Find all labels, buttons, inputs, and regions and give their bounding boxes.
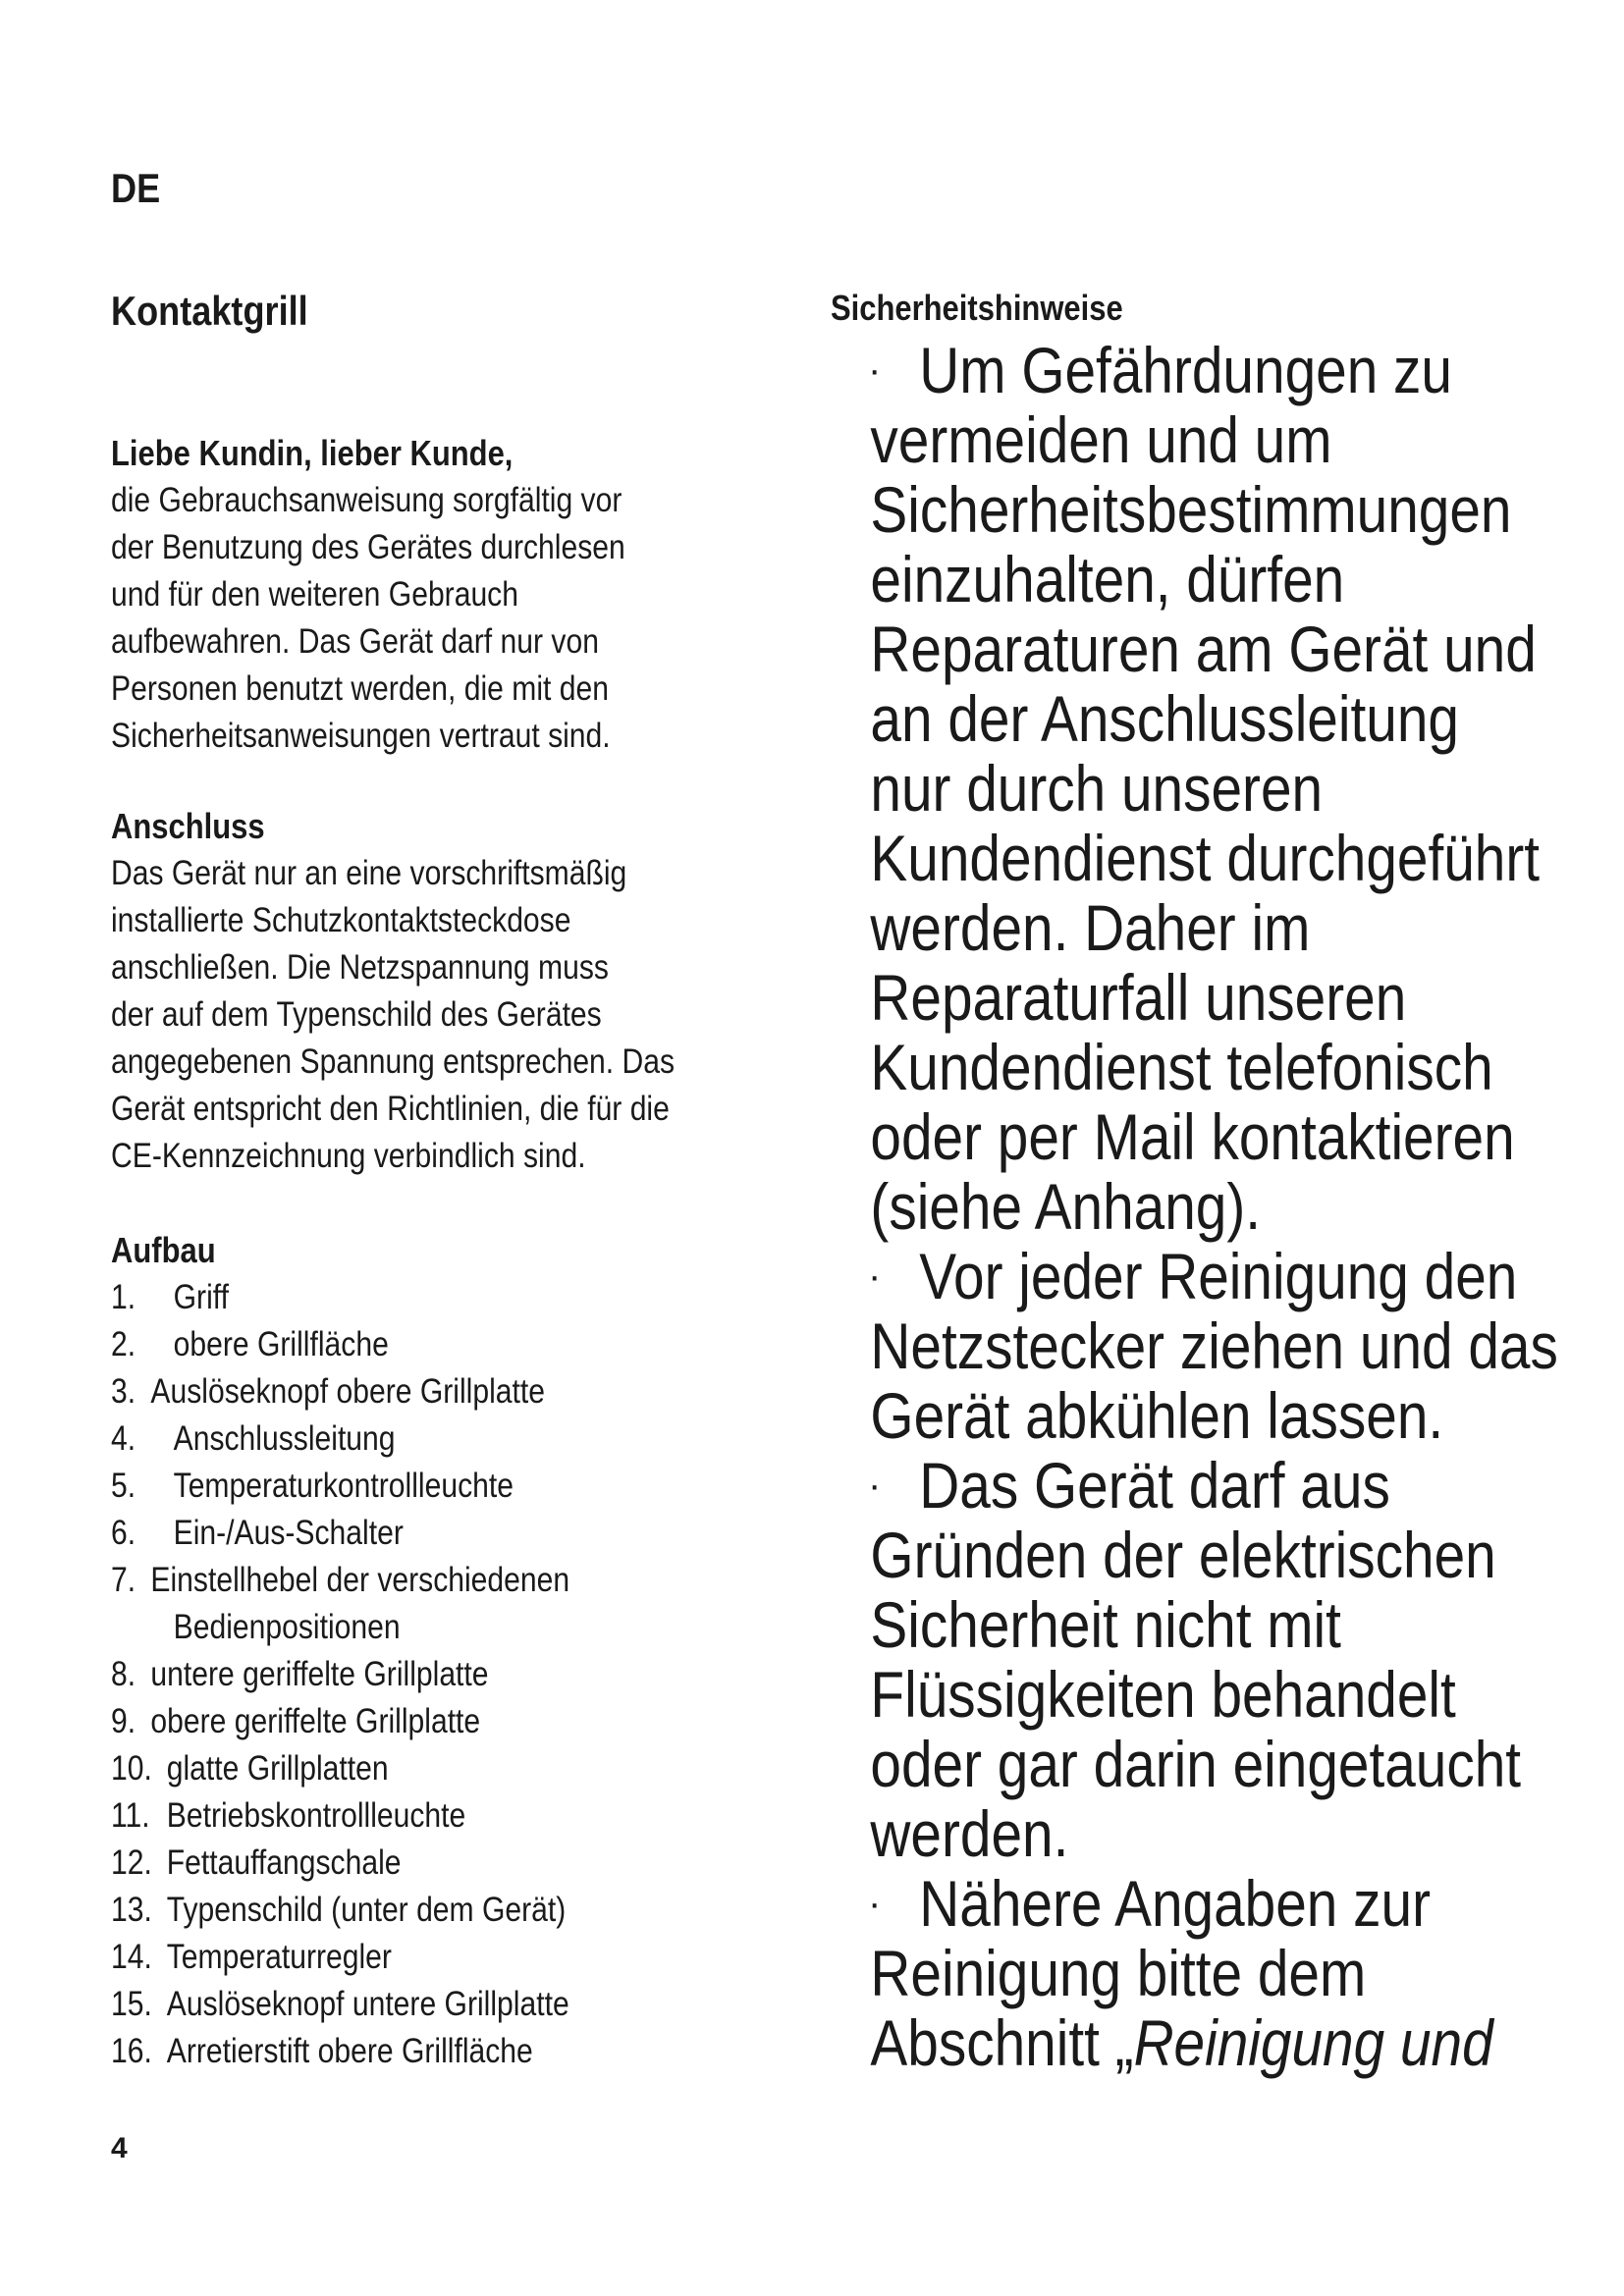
bullet-text: Abschnitt „ xyxy=(870,2006,1134,2079)
bullet-line: werden. xyxy=(870,1797,1069,1870)
language-code: DE xyxy=(111,165,161,211)
item-number: 11. xyxy=(111,1796,150,1835)
parts-list xyxy=(111,1274,798,2075)
bullet-line: Gründen der elektrischen xyxy=(870,1519,1496,1591)
item-number: 2. xyxy=(111,1325,136,1363)
list-item xyxy=(111,1321,702,1368)
intro-heading: Liebe Kundin, lieber Kunde, xyxy=(111,433,514,473)
item-text: Temperaturregler xyxy=(166,1938,392,1976)
list-item xyxy=(111,1415,702,1463)
item-text: Griff xyxy=(173,1278,229,1316)
item-number: 4. xyxy=(111,1419,136,1458)
intro-text xyxy=(111,477,798,760)
item-number: 6. xyxy=(111,1514,136,1552)
page-title: Kontaktgrill xyxy=(111,288,308,334)
list-item xyxy=(111,1510,702,1557)
text-line: anschließen. Die Netzspannung muss xyxy=(111,948,609,987)
list-item xyxy=(111,1274,702,1321)
text-line: und für den weiteren Gebrauch xyxy=(111,575,518,614)
bullet-icon: · xyxy=(868,1464,882,1507)
list-item xyxy=(111,1792,702,1840)
list-item xyxy=(111,1651,702,1698)
aufbau-section xyxy=(111,1227,798,2075)
item-text: Arretierstift obere Grillfläche xyxy=(166,2032,533,2070)
anschluss-section xyxy=(111,803,798,1180)
bullet-line: oder gar darin eingetaucht xyxy=(870,1728,1522,1800)
item-number: 12. xyxy=(111,1843,152,1882)
item-number: 10. xyxy=(111,1749,152,1788)
safety-section xyxy=(831,285,1577,2078)
safety-list xyxy=(831,336,1577,2078)
list-item xyxy=(111,1934,702,1981)
bullet-icon: · xyxy=(868,348,882,392)
bullet-line: vermeiden und um xyxy=(870,403,1332,476)
anschluss-heading: Anschluss xyxy=(111,806,265,846)
text-line: die Gebrauchsanweisung sorgfältig vor xyxy=(111,481,623,519)
list-item xyxy=(111,1557,702,1604)
text-line: installierte Schutzkontaktsteckdose xyxy=(111,901,571,939)
text-line: aufbewahren. Das Gerät darf nur von xyxy=(111,622,599,661)
item-text: untere geriffelte Grillplatte xyxy=(150,1655,489,1693)
bullet-italic-text: Reinigung und xyxy=(1133,2006,1493,2079)
intro-section xyxy=(111,430,798,760)
item-text: Typenschild (unter dem Gerät) xyxy=(166,1891,567,1929)
item-number xyxy=(111,1604,174,1651)
item-number: 1. xyxy=(111,1278,136,1316)
item-text: obere Grillfläche xyxy=(173,1325,389,1363)
list-item xyxy=(111,1981,702,2028)
text-line: Gerät entspricht den Richtlinien, die für die xyxy=(111,1090,670,1128)
list-item xyxy=(111,1463,702,1510)
bullet-line: nur durch unseren xyxy=(870,752,1324,825)
item-text: Einstellhebel der verschiedenen xyxy=(150,1561,570,1599)
safety-bullet xyxy=(831,336,1577,1242)
bullet-line: Reparaturfall unseren xyxy=(870,961,1407,1034)
text-line: angegebenen Spannung entsprechen. Das xyxy=(111,1042,676,1081)
text-line: Das Gerät nur an eine vorschriftsmäßig xyxy=(111,854,627,892)
safety-bullet xyxy=(831,1869,1577,2078)
safety-bullet xyxy=(831,1242,1577,1451)
item-number: 16. xyxy=(111,2032,152,2070)
list-item xyxy=(111,1368,702,1415)
item-text: glatte Grillplatten xyxy=(166,1749,389,1788)
bullet-line: Reinigung bitte dem xyxy=(870,1937,1367,2009)
item-text: Ein-/Aus-Schalter xyxy=(173,1514,404,1552)
aufbau-heading: Aufbau xyxy=(111,1230,216,1270)
item-text: Temperaturkontrollleuchte xyxy=(173,1467,514,1505)
item-number: 5. xyxy=(111,1467,136,1505)
item-text: Auslöseknopf obere Grillplatte xyxy=(150,1372,545,1411)
list-item xyxy=(111,1745,702,1792)
item-text: Betriebskontrollleuchte xyxy=(166,1796,466,1835)
bullet-line: Das Gerät darf aus xyxy=(919,1449,1390,1522)
item-number: 15. xyxy=(111,1985,152,2023)
item-number: 8. xyxy=(111,1655,136,1693)
item-text: Auslöseknopf untere Grillplatte xyxy=(166,1985,569,2023)
bullet-line: Nähere Angaben zur xyxy=(919,1867,1431,1940)
bullet-icon: · xyxy=(868,1882,882,1925)
list-item xyxy=(111,2028,702,2075)
item-number: 7. xyxy=(111,1561,136,1599)
bullet-line: Sicherheitsbestimmungen xyxy=(870,473,1512,546)
bullet-line: Kundendienst telefonisch xyxy=(870,1031,1493,1103)
bullet-line: Flüssigkeiten behandelt xyxy=(870,1658,1456,1731)
bullet-line: Vor jeder Reinigung den xyxy=(919,1240,1518,1312)
bullet-line: (siehe Anhang). xyxy=(870,1170,1262,1243)
item-text: obere geriffelte Grillplatte xyxy=(150,1702,481,1740)
bullet-icon: · xyxy=(868,1255,882,1298)
list-item xyxy=(111,1698,702,1745)
item-number: 13. xyxy=(111,1891,152,1929)
anschluss-text xyxy=(111,850,798,1180)
text-line: CE-Kennzeichnung verbindlich sind. xyxy=(111,1137,586,1175)
list-item xyxy=(111,1887,702,1934)
item-text: Fettauffangschale xyxy=(166,1843,402,1882)
text-line: der Benutzung des Gerätes durchlesen xyxy=(111,528,625,566)
list-item xyxy=(111,1840,702,1887)
bullet-line: Sicherheit nicht mit xyxy=(870,1588,1341,1661)
item-number: 9. xyxy=(111,1702,136,1740)
item-number: 14. xyxy=(111,1938,152,1976)
bullet-line: an der Anschlussleitung xyxy=(870,682,1459,755)
bullet-line: Kundendienst durchgeführt xyxy=(870,822,1541,894)
bullet-line: einzuhalten, dürfen xyxy=(870,543,1345,615)
safety-heading: Sicherheitshinweise xyxy=(831,288,1123,328)
text-line: der auf dem Typenschild des Gerätes xyxy=(111,995,602,1034)
item-text: Bedienpositionen xyxy=(173,1608,401,1646)
page-number: 4 xyxy=(111,2132,128,2164)
bullet-line: Reparaturen am Gerät und xyxy=(870,613,1537,685)
text-line: Personen benutzt werden, die mit den xyxy=(111,669,609,708)
bullet-line: Gerät abkühlen lassen. xyxy=(870,1379,1444,1452)
bullet-line: oder per Mail kontaktieren xyxy=(870,1100,1515,1173)
text-line: Sicherheitsanweisungen vertraut sind. xyxy=(111,717,611,755)
item-text: Anschlussleitung xyxy=(173,1419,396,1458)
bullet-line: Um Gefährdungen zu xyxy=(919,334,1452,406)
bullet-line: Netzstecker ziehen und das xyxy=(870,1309,1558,1382)
bullet-line xyxy=(831,2006,1493,2079)
bullet-line: werden. Daher im xyxy=(870,891,1311,964)
list-item xyxy=(111,1604,702,1651)
item-number: 3. xyxy=(111,1372,136,1411)
safety-bullet xyxy=(831,1451,1577,1869)
